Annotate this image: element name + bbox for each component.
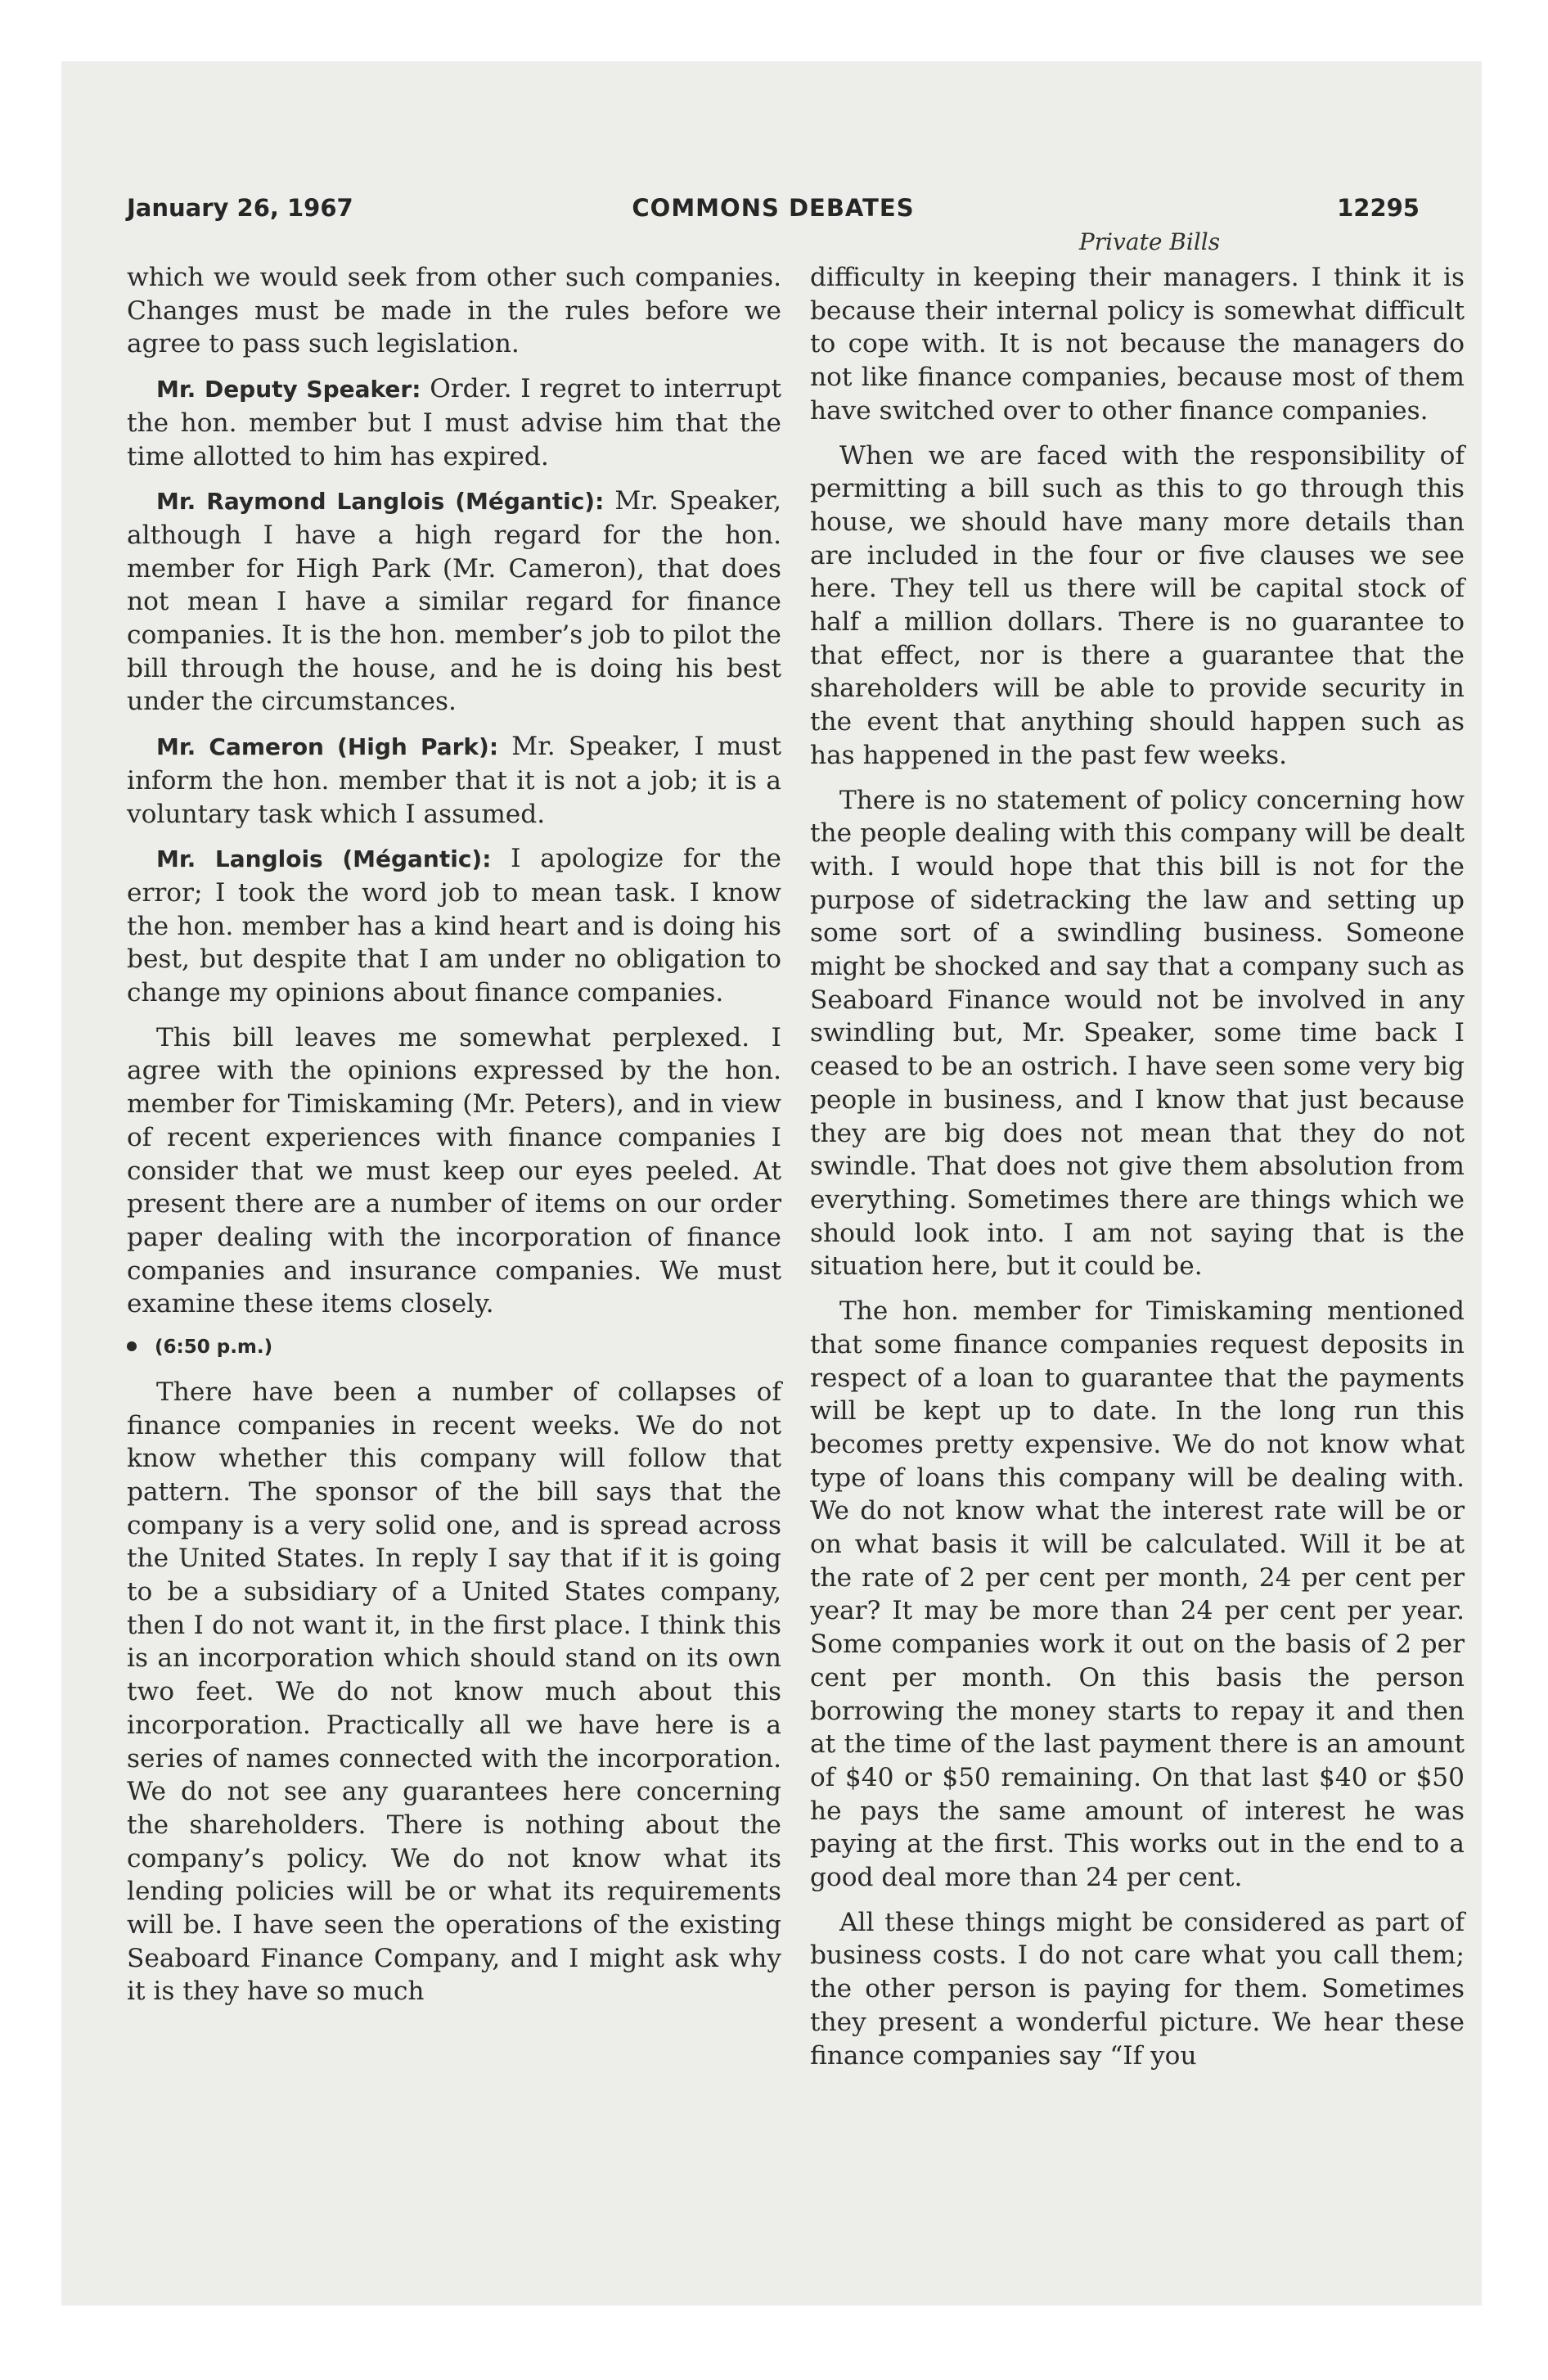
time-marker [127, 1331, 781, 1364]
page-header [127, 194, 1420, 227]
paragraph: difficulty in keeping their managers. I think it is because their internal policy is somewhat difficult to cope with. It is not because the managers do not like finance companies, because most of them have switched over to other finance companies. [810, 263, 1465, 426]
paragraph: All these things might be considered as part of business costs. I do not care what you call them; the other person is paying for them. Sometimes they present a wonderful picture. We hear these finance companies say “If you [810, 1907, 1465, 2071]
paragraph [127, 485, 781, 719]
paragraph: This bill leaves me somewhat perplexed. I agree with the opinions expressed by the hon. member for Timiskaming (Mr. Peters), and in view of recent experiences with finance companies I consider that we must keep our eyes peeled. At present there are a number of items on our order paper dealing with the incorporation of finance companies and insurance companies. We must examine these items closely. [127, 1022, 781, 1319]
speech-text: Order. I regret to interrupt the hon. member but I must advise him that the time allotted to him has expired. [127, 374, 781, 471]
speech-text: Mr. Speaker, I must inform the hon. member that it is not a job; it is a voluntary task which I assumed. [127, 732, 781, 829]
paragraph: When we are faced with the responsibility of permitting a bill such as this to go through this house, we should have many more details than are included in the four or five clauses we see here. They tell us there will be capital stock of half a million dollars. There is no guarantee to that effect, nor is there a guarantee that the shareholders will be able to provide security in the event that anything should happen such as has happened in the past few weeks. [810, 440, 1465, 770]
paragraph [127, 730, 781, 831]
paragraph [127, 842, 781, 1010]
bullet-icon [127, 1341, 137, 1351]
speaker-name: Mr. Deputy Speaker: [156, 376, 421, 403]
speech-text: I apologize for the error; I took the word job to mean task. I know the hon. member has a kind heart and is doing his best, but despite that I am under no obligation to change my opinions about finance companies. [127, 844, 781, 1008]
section-heading: Private Bills [1078, 228, 1221, 255]
paragraph: There is no statement of policy concerning how the people dealing with this company will be dealt with. I would hope that this bill is not for the purpose of sidetracking the law and setting up some sort of a swindling business. Someone might be shocked and say that a company such as Seaboard Finance would not be involved in any swindling but, Mr. Speaker, some time back I ceased to be an ostrich. I have seen some very big people in business, and I know that just because they are big does not mean that they do not swindle. That does not give them absolution from everything. Sometimes there are things which we should look into. I am not saying that is the situation here, but it could be. [810, 785, 1465, 1282]
paragraph: There have been a number of collapses of finance companies in recent weeks. We do not know whether this company will follow that pattern. The sponsor of the bill says that the company is a very solid one, and is spread across the United States. In reply I say that if it is going to be a subsidiary of a United States company, then I do not want it, in the first place. I think this is an incorporation which should stand on its own two feet. We do not know much about this incorporation. Practically all we have here is a series of names connected with the incorporation. We do not see any guarantees here concerning the shareholders. There is nothing about the company’s policy. We do not know what its lending policies will be or what its requirements will be. I have seen the operations of the existing Seaboard Finance Company, and I might ask why it is they have so much [127, 1377, 781, 2007]
speaker-name: Mr. Cameron (High Park): [156, 733, 499, 761]
page-sheet [61, 61, 1482, 2306]
paragraph: which we would seek from other such companies. Changes must be made in the rules before we agree to pass such legislation. [127, 263, 781, 359]
header-page-number: 12295 [1337, 194, 1420, 222]
speech-text: Mr. Speaker, although I have a high regard for the hon. member for High Park (Mr. Cameron), that does not mean I have a similar regard for finance companies. It is the hon. member’s job to pilot the bill through the house, and he is doing his best under the circumstances. [127, 486, 781, 717]
header-title: COMMONS DEBATES [632, 194, 915, 222]
timestamp: (6:50 p.m.) [155, 1336, 273, 1359]
header-date: January 26, 1967 [127, 194, 353, 222]
paragraph [127, 372, 781, 473]
speaker-name: Mr. Raymond Langlois (Mégantic): [156, 488, 605, 516]
left-column [127, 261, 781, 2020]
right-column [810, 261, 1465, 2084]
speaker-name: Mr. Langlois (Mégantic): [156, 845, 492, 873]
paragraph: The hon. member for Timiskaming mentioned that some finance companies request deposits in respect of a loan to guarantee that the payments will be kept up to date. In the long run this becomes pretty expensive. We do not know what type of loans this company will be dealing with. We do not know what the interest rate will be or on what basis it will be calculated. Will it be at the rate of 2 per cent per month, 24 per cent per year? It may be more than 24 per cent per year. Some companies work it out on the basis of 2 per cent per month. On this basis the person borrowing the money starts to repay it and then at the time of the last payment there is an amount of $40 or $50 remaining. On that last $40 or $50 he pays the same amount of interest he was paying at the first. This works out in the end to a good deal more than 24 per cent. [810, 1296, 1465, 1893]
